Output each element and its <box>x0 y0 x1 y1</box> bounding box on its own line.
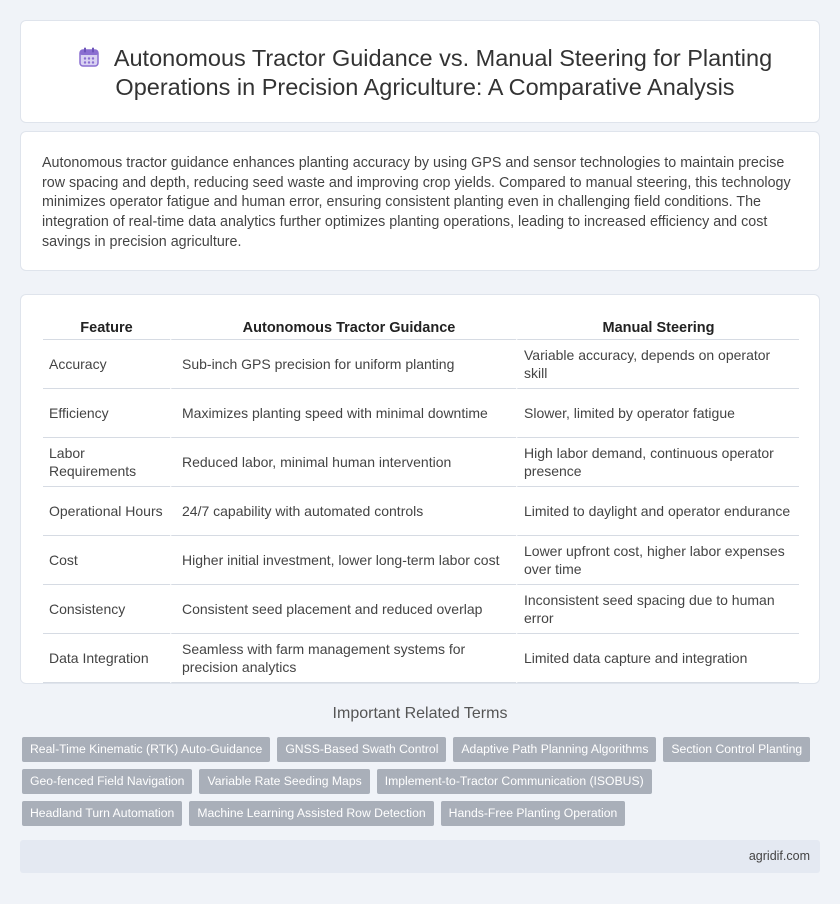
row-manual: Limited to daylight and operator endurance <box>516 487 799 536</box>
table-row <box>43 536 799 585</box>
row-feature: Consistency <box>43 585 170 634</box>
related-term-tag[interactable]: Hands-Free Planting Operation <box>441 801 626 826</box>
table-row <box>43 389 799 438</box>
related-term-tag[interactable]: Geo-fenced Field Navigation <box>22 769 192 794</box>
table-row <box>43 487 799 536</box>
related-term-tag[interactable]: Real-Time Kinematic (RTK) Auto-Guidance <box>22 737 270 762</box>
row-manual: Limited data capture and integration <box>516 634 799 683</box>
row-autonomous: Seamless with farm management systems for precision analytics <box>170 634 516 683</box>
header-manual: Manual Steering <box>516 316 799 340</box>
related-term-tag[interactable]: Machine Learning Assisted Row Detection <box>189 801 433 826</box>
table-row <box>43 585 799 634</box>
comparison-table <box>43 316 799 683</box>
row-autonomous: Maximizes planting speed with minimal downtime <box>170 389 516 438</box>
row-feature: Operational Hours <box>43 487 170 536</box>
row-autonomous: 24/7 capability with automated controls <box>170 487 516 536</box>
footer <box>20 840 820 873</box>
related-term-tag[interactable]: Adaptive Path Planning Algorithms <box>453 737 656 762</box>
related-term-tag[interactable]: Variable Rate Seeding Maps <box>199 769 369 794</box>
table-header-row <box>43 316 799 340</box>
footer-site-link[interactable]: agridif.com <box>748 849 810 863</box>
related-term-tag[interactable]: Implement-to-Tractor Communication (ISOBUS) <box>377 769 652 794</box>
row-feature: Efficiency <box>43 389 170 438</box>
row-autonomous: Higher initial investment, lower long-term labor cost <box>170 536 516 585</box>
row-autonomous: Consistent seed placement and reduced overlap <box>170 585 516 634</box>
title-card <box>20 20 820 123</box>
row-manual: Variable accuracy, depends on operator skill <box>516 340 799 389</box>
row-autonomous: Sub-inch GPS precision for uniform planting <box>170 340 516 389</box>
row-manual: Inconsistent seed spacing due to human error <box>516 585 799 634</box>
table-row <box>43 340 799 389</box>
page-title <box>61 44 789 102</box>
comparison-card <box>20 294 820 684</box>
row-manual: Slower, limited by operator fatigue <box>516 389 799 438</box>
calendar-icon <box>78 46 100 68</box>
related-term-tag[interactable]: Section Control Planting <box>663 737 810 762</box>
table-row <box>43 438 799 487</box>
row-feature: Labor Requirements <box>43 438 170 487</box>
related-term-tag[interactable]: GNSS-Based Swath Control <box>277 737 446 762</box>
table-row <box>43 634 799 683</box>
related-terms-list <box>22 737 812 826</box>
row-manual: High labor demand, continuous operator presence <box>516 438 799 487</box>
row-autonomous: Reduced labor, minimal human intervention <box>170 438 516 487</box>
row-feature: Data Integration <box>43 634 170 683</box>
intro-paragraph: Autonomous tractor guidance enhances planting accuracy by using GPS and sensor technologies to maintain precise row spacing and depth, reducing seed waste and improving crop yields. Compared to manual steering, this technology minimizes operator fatigue and human error, ensuring consistent planting even in challenging field conditions. The integration of real-time data analytics further optimizes planting operations, leading to increased efficiency and cost savings in precision agriculture. <box>42 155 791 250</box>
intro-card <box>20 131 820 271</box>
header-feature: Feature <box>43 316 170 340</box>
row-feature: Accuracy <box>43 340 170 389</box>
related-terms-title: Important Related Terms <box>332 705 508 722</box>
row-manual: Lower upfront cost, higher labor expenses over time <box>516 536 799 585</box>
row-feature: Cost <box>43 536 170 585</box>
related-term-tag[interactable]: Headland Turn Automation <box>22 801 182 826</box>
page-title-text: Autonomous Tractor Guidance vs. Manual Steering for Planting Operations in Precision Agriculture: A Comparative Analysis <box>113 45 773 100</box>
header-autonomous: Autonomous Tractor Guidance <box>170 316 516 340</box>
